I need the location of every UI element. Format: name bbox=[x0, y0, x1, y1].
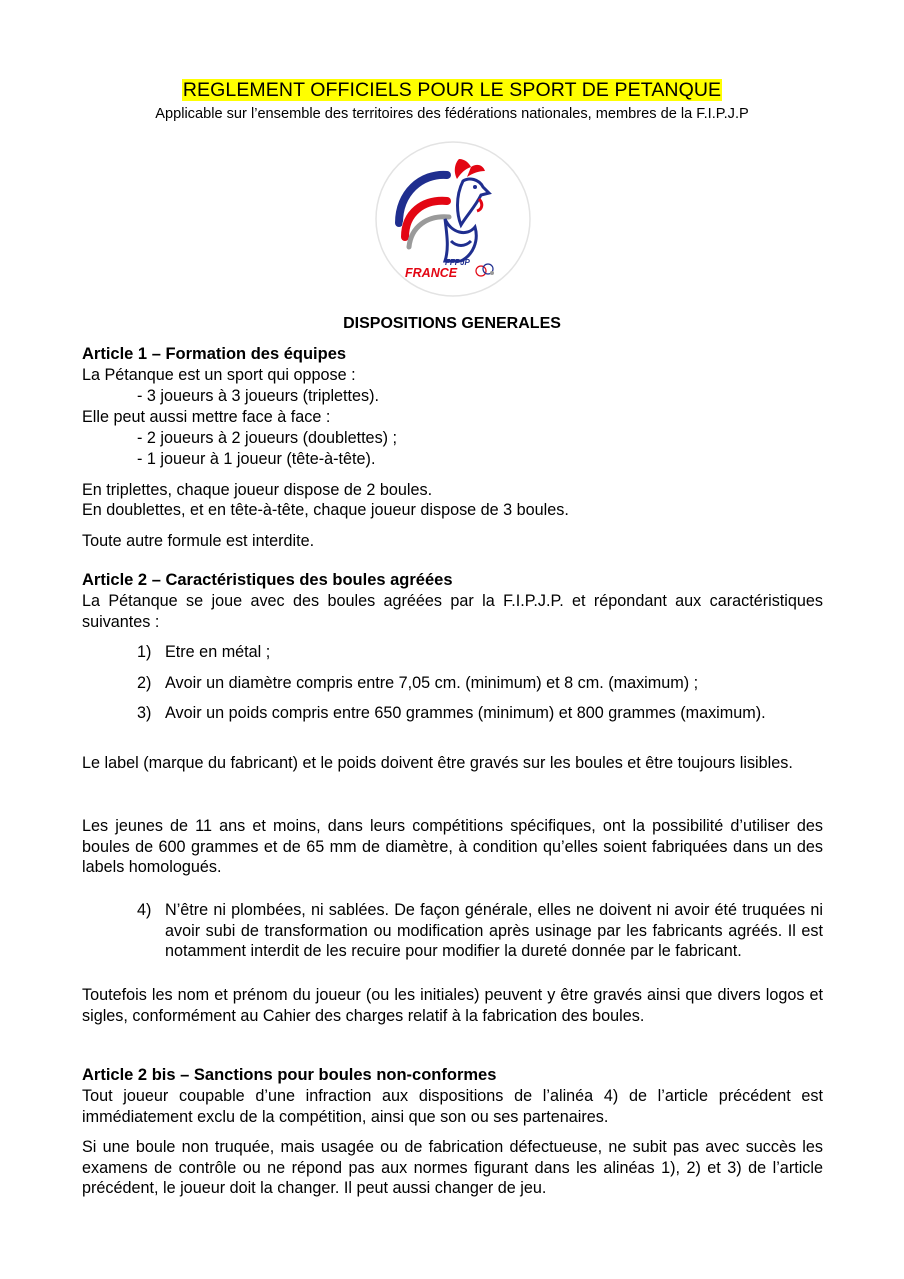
article-1-list-item: - 2 joueurs à 2 joueurs (doublettes) ; bbox=[137, 429, 398, 447]
item-text: Avoir un diamètre compris entre 7,05 cm. (minimum) et 8 cm. (maximum) ; bbox=[165, 674, 699, 692]
article-2-item-1 bbox=[137, 642, 270, 662]
article-2-intro: La Pétanque se joue avec des boules agréées par la F.I.P.J.P. et répondant aux caractéristiques suivantes : bbox=[82, 592, 823, 631]
article-2bis-paragraph-1: Tout joueur coupable d’une infraction aux dispositions de l’alinéa 4) de l’article précédent est immédiatement exclu de la compétition, ainsi que son ou ses partenaires. bbox=[82, 1087, 823, 1126]
article-2bis-heading: Article 2 bis – Sanctions pour boules non-conformes bbox=[82, 1066, 497, 1084]
item-text: Avoir un poids compris entre 650 grammes (minimum) et 800 grammes (maximum). bbox=[165, 704, 766, 722]
article-1-line: En triplettes, chaque joueur dispose de 2 boules. bbox=[82, 481, 433, 499]
article-2-item-2 bbox=[137, 673, 698, 693]
article-2-item-3 bbox=[137, 703, 823, 724]
item-number: 1) bbox=[137, 643, 152, 661]
item-number: 4) bbox=[137, 901, 152, 919]
article-2-heading: Article 2 – Caractéristiques des boules agréées bbox=[82, 571, 453, 589]
article-1-list-item: - 3 joueurs à 3 joueurs (triplettes). bbox=[137, 387, 380, 405]
article-1-line: Toute autre formule est interdite. bbox=[82, 532, 315, 550]
section-title: DISPOSITIONS GENERALES bbox=[343, 315, 561, 332]
item-text: Etre en métal ; bbox=[165, 643, 271, 661]
article-1-list-item: - 1 joueur à 1 joueur (tête-à-tête). bbox=[137, 450, 376, 468]
article-1-line: En doublettes, et en tête-à-tête, chaque joueur dispose de 3 boules. bbox=[82, 501, 569, 519]
ffpjp-logo bbox=[375, 141, 531, 297]
article-2-label-paragraph: Le label (marque du fabricant) et le poids doivent être gravés sur les boules et être toujours lisibles. bbox=[82, 754, 793, 772]
item-number: 2) bbox=[137, 674, 152, 692]
rooster-icon bbox=[375, 141, 531, 297]
article-1-line: Elle peut aussi mettre face à face : bbox=[82, 408, 331, 426]
logo-text-bottom: FRANCE bbox=[405, 266, 458, 280]
title-block bbox=[0, 79, 904, 101]
article-2bis-paragraph-2: Si une boule non truquée, mais usagée ou de fabrication défectueuse, ne subit pas avec succès les examens de contrôle ou ne répond pas aux normes figurant dans les alinéas 1), 2) et 3) de l’article précédent, le joueur doit la changer. Il peut aussi changer de jeu. bbox=[82, 1138, 823, 1198]
item-number: 3) bbox=[137, 704, 152, 722]
document-subtitle: Applicable sur l’ensemble des territoires des fédérations nationales, membres de la F.I.P.J.P bbox=[155, 106, 749, 122]
logo-text-top: FFPJP bbox=[445, 258, 470, 267]
article-2-youth-paragraph: Les jeunes de 11 ans et moins, dans leurs compétitions spécifiques, ont la possibilité d’utiliser des boules de 600 grammes et de 65 mm de diamètre, à condition qu’elles soient fabriquées dans un des labels homologués. bbox=[82, 817, 823, 877]
article-1-heading: Article 1 – Formation des équipes bbox=[82, 345, 347, 363]
item-text: N’être ni plombées, ni sablées. De façon générale, elles ne doivent ni avoir été truquées ni avoir subi de transformation ou modification après usinage par les fabricants agréés. Il est notamment interdit de les recuire pour modifier la dureté donnée par le fabricant. bbox=[165, 901, 823, 961]
article-2-engrave-paragraph: Toutefois les nom et prénom du joueur (ou les initiales) peuvent y être gravés ainsi que divers logos et sigles, conformément au Cahier des charges relatif à la fabrication des boules. bbox=[82, 986, 823, 1025]
article-2-item-4 bbox=[137, 900, 823, 962]
document-title: REGLEMENT OFFICIELS POUR LE SPORT DE PETANQUE bbox=[182, 79, 722, 101]
article-1-line: La Pétanque est un sport qui oppose : bbox=[82, 366, 356, 384]
